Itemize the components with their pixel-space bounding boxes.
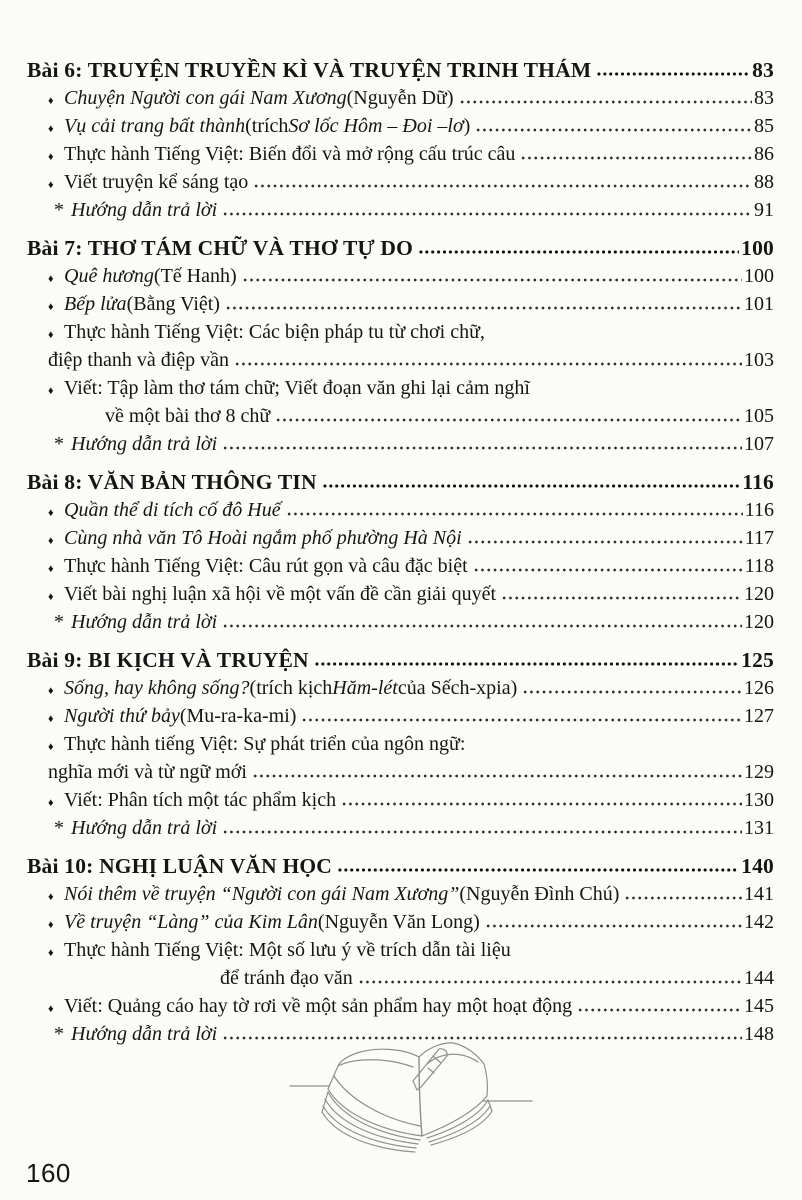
dot-leader: [577, 1007, 742, 1013]
item-text-segment: Quê hương: [64, 265, 154, 287]
section-heading: [27, 234, 774, 262]
item-text-segment: Nói thêm về truyện “Người con gái Nam Xương”: [64, 883, 460, 905]
dot-leader: [459, 99, 752, 105]
diamond-bullet-icon: ♦: [48, 685, 54, 697]
item-page-number: 100: [744, 265, 774, 287]
dot-leader: [596, 71, 750, 77]
diamond-bullet-icon: ♦: [48, 1003, 54, 1015]
diamond-bullet-icon: ♦: [48, 329, 54, 341]
toc-item-line: [27, 814, 774, 842]
diamond-bullet-icon: ♦: [48, 947, 54, 959]
item-page-number: 141: [744, 883, 774, 905]
toc-item-line: [27, 786, 774, 814]
item-text-segment: Bếp lửa: [64, 293, 127, 315]
section-heading: [27, 852, 774, 880]
dot-leader: [222, 623, 742, 629]
item-text-segment: Vụ cải trang bất thành: [64, 115, 246, 137]
item-page-number: 118: [744, 555, 774, 577]
dot-leader: [341, 801, 742, 807]
asterisk-marker: *: [54, 611, 64, 633]
diamond-bullet-icon: ♦: [48, 535, 54, 547]
diamond-bullet-icon: ♦: [48, 95, 54, 107]
item-text-segment: điệp thanh và điệp vần: [48, 349, 230, 371]
item-page-number: 105: [744, 405, 774, 427]
dot-leader: [322, 483, 741, 489]
section-heading: [27, 468, 774, 496]
toc-item-line: [27, 318, 774, 346]
open-book-illustration: [282, 1040, 547, 1158]
item-text-segment: (Tế Hanh): [153, 265, 237, 287]
item-text-segment: Viết truyện kể sáng tạo: [64, 171, 249, 193]
toc-item-line: [27, 964, 774, 992]
toc-item-line: [27, 84, 774, 112]
toc-item-line: [27, 880, 774, 908]
asterisk-marker: *: [54, 199, 64, 221]
dot-leader: [467, 539, 743, 545]
diamond-bullet-icon: ♦: [48, 301, 54, 313]
diamond-bullet-icon: ♦: [48, 919, 54, 931]
diamond-bullet-icon: ♦: [48, 151, 54, 163]
item-page-number: 107: [744, 433, 774, 455]
section-heading-text: Bài 6: TRUYỆN TRUYỀN KÌ VÀ TRUYỆN TRINH THÁM: [27, 58, 592, 82]
item-text-segment: Thực hành Tiếng Việt: Các biện pháp tu từ chơi chữ,: [64, 321, 485, 343]
item-page-number: 101: [744, 293, 774, 315]
item-text-segment: (trích: [245, 115, 289, 137]
toc-section: [27, 852, 774, 1048]
item-page-number: 142: [744, 911, 774, 933]
toc-item-line: [27, 580, 774, 608]
dot-leader: [475, 127, 752, 133]
diamond-bullet-icon: ♦: [48, 797, 54, 809]
dot-leader: [418, 249, 739, 255]
dot-leader: [242, 277, 742, 283]
item-page-number: 130: [744, 789, 774, 811]
dot-leader: [522, 689, 742, 695]
item-text-segment: Thực hành Tiếng Việt: Biến đổi và mở rộng cấu trúc câu: [64, 143, 516, 165]
item-text-segment: (Nguyễn Đình Chú): [459, 883, 620, 905]
asterisk-marker: *: [54, 433, 64, 455]
item-text-segment: Hướng dẫn trả lời: [71, 199, 218, 221]
diamond-bullet-icon: ♦: [48, 179, 54, 191]
section-heading-text: Bài 9: BI KỊCH VÀ TRUYỆN: [27, 648, 309, 672]
toc-item-line: [27, 524, 774, 552]
item-text-segment: Sống, hay không sống?: [64, 677, 250, 699]
item-page-number: 126: [744, 677, 774, 699]
item-page-number: 145: [744, 995, 774, 1017]
toc-item-line: [27, 608, 774, 636]
dot-leader: [473, 567, 743, 573]
diamond-bullet-icon: ♦: [48, 273, 54, 285]
toc-item-line: [27, 730, 774, 758]
item-text-segment: Viết: Quảng cáo hay tờ rơi về một sản phẩm hay một hoạt động: [64, 995, 573, 1017]
item-text-segment: Thực hành tiếng Việt: Sự phát triển của ngôn ngữ:: [64, 733, 466, 755]
toc: [27, 46, 774, 1048]
dot-leader: [314, 661, 739, 667]
dot-leader: [501, 595, 742, 601]
item-page-number: 117: [744, 527, 774, 549]
folio-page-number: 160: [26, 1158, 71, 1188]
item-page-number: 129: [744, 761, 774, 783]
asterisk-marker: *: [54, 817, 64, 839]
dot-leader: [358, 979, 742, 985]
dot-leader: [520, 155, 752, 161]
dot-leader: [624, 895, 742, 901]
item-page-number: 148: [744, 1023, 774, 1045]
dot-leader: [301, 717, 742, 723]
dot-leader: [275, 417, 742, 423]
item-text-segment: Hướng dẫn trả lời: [71, 1023, 218, 1045]
item-page-number: 83: [754, 87, 774, 109]
section-heading: [27, 646, 774, 674]
section-page-number: 83: [752, 58, 774, 82]
section-page-number: 100: [741, 236, 774, 260]
diamond-bullet-icon: ♦: [48, 713, 54, 725]
toc-item-line: [27, 430, 774, 458]
diamond-bullet-icon: ♦: [48, 507, 54, 519]
toc-item-line: [27, 702, 774, 730]
toc-item-line: [27, 168, 774, 196]
toc-item-line: [27, 908, 774, 936]
toc-item-line: [27, 196, 774, 224]
item-text-segment: (trích kịch: [249, 677, 333, 699]
toc-item-line: [27, 346, 774, 374]
asterisk-marker: *: [54, 1023, 64, 1045]
dot-leader: [252, 773, 742, 779]
diamond-bullet-icon: ♦: [48, 891, 54, 903]
diamond-bullet-icon: ♦: [48, 385, 54, 397]
dot-leader: [286, 511, 743, 517]
toc-item-line: [27, 992, 774, 1020]
item-text-segment: Sơ lốc Hôm – Đoi –lơ: [288, 115, 464, 137]
item-text-segment: Quần thể di tích cố đô Huế: [64, 499, 281, 521]
toc-section: [27, 56, 774, 224]
diamond-bullet-icon: ♦: [48, 741, 54, 753]
section-heading: [27, 56, 774, 84]
dot-leader: [222, 829, 742, 835]
item-text-segment: Thực hành Tiếng Việt: Câu rút gọn và câu đặc biệt: [64, 555, 468, 577]
toc-item-line: [27, 758, 774, 786]
toc-item-line: [27, 262, 774, 290]
diamond-bullet-icon: ♦: [48, 123, 54, 135]
item-text-segment: Hăm-lét: [332, 677, 398, 699]
item-page-number: 144: [744, 967, 774, 989]
toc-section: [27, 468, 774, 636]
item-page-number: 120: [744, 611, 774, 633]
toc-item-line: [27, 290, 774, 318]
item-text-segment: Viết bài nghị luận xã hội về một vấn đề cần giải quyết: [64, 583, 497, 605]
item-text-segment: Người thứ bảy: [64, 705, 180, 727]
section-heading-text: Bài 7: THƠ TÁM CHỮ VÀ THƠ TỰ DO: [27, 236, 414, 260]
item-text-segment: ): [463, 115, 471, 137]
dot-leader: [225, 305, 742, 311]
toc-item-line: [27, 936, 774, 964]
toc-item-line: [27, 552, 774, 580]
section-page-number: 116: [742, 470, 774, 494]
toc-item-line: [27, 112, 774, 140]
toc-item-line: [27, 496, 774, 524]
item-page-number: 120: [744, 583, 774, 605]
item-text-segment: Thực hành Tiếng Việt: Một số lưu ý về trích dẫn tài liệu: [64, 939, 511, 961]
dot-leader: [222, 445, 742, 451]
section-heading-text: Bài 8: VĂN BẢN THÔNG TIN: [27, 470, 317, 494]
item-text-segment: Cùng nhà văn Tô Hoài ngắm phố phường Hà Nội: [64, 527, 462, 549]
item-text-segment: (Nguyễn Văn Long): [317, 911, 480, 933]
toc-item-line: [27, 402, 774, 430]
item-text-segment: Hướng dẫn trả lời: [71, 611, 218, 633]
item-text-segment: nghĩa mới và từ ngữ mới: [48, 761, 247, 783]
diamond-bullet-icon: ♦: [48, 563, 54, 575]
item-page-number: 85: [754, 115, 774, 137]
item-page-number: 131: [744, 817, 774, 839]
item-text-segment: Chuyện Người con gái Nam Xương: [64, 87, 347, 109]
dot-leader: [222, 211, 752, 217]
item-text-segment: của Sếch-xpia): [397, 677, 518, 699]
item-page-number: 116: [744, 499, 774, 521]
item-text-segment: Hướng dẫn trả lời: [71, 433, 218, 455]
dot-leader: [485, 923, 742, 929]
dot-leader: [234, 361, 742, 367]
section-page-number: 140: [741, 854, 774, 878]
item-text-segment: Hướng dẫn trả lời: [71, 817, 218, 839]
item-text-segment: Viết: Phân tích một tác phẩm kịch: [64, 789, 337, 811]
item-page-number: 127: [744, 705, 774, 727]
item-page-number: 91: [754, 199, 774, 221]
toc-section: [27, 234, 774, 458]
item-page-number: 103: [744, 349, 774, 371]
item-text-segment: (Bằng Việt): [126, 293, 220, 315]
item-text-segment: Viết: Tập làm thơ tám chữ; Viết đoạn văn ghi lại cảm nghĩ: [64, 377, 530, 399]
toc-item-line: [27, 674, 774, 702]
item-text-segment: để tránh đạo văn: [220, 967, 353, 989]
item-text-segment: Về truyện “Làng” của Kim Lân: [64, 911, 318, 933]
dot-leader: [337, 867, 739, 873]
section-heading-text: Bài 10: NGHỊ LUẬN VĂN HỌC: [27, 854, 333, 878]
dot-leader: [253, 183, 752, 189]
item-text-segment: (Mu-ra-ka-mi): [179, 705, 297, 727]
section-page-number: 125: [741, 648, 774, 672]
item-text-segment: (Nguyễn Dữ): [346, 87, 454, 109]
item-page-number: 86: [754, 143, 774, 165]
toc-item-line: [27, 374, 774, 402]
toc-item-line: [27, 140, 774, 168]
toc-section: [27, 646, 774, 842]
item-page-number: 88: [754, 171, 774, 193]
item-text-segment: về một bài thơ 8 chữ: [105, 405, 271, 427]
diamond-bullet-icon: ♦: [48, 591, 54, 603]
